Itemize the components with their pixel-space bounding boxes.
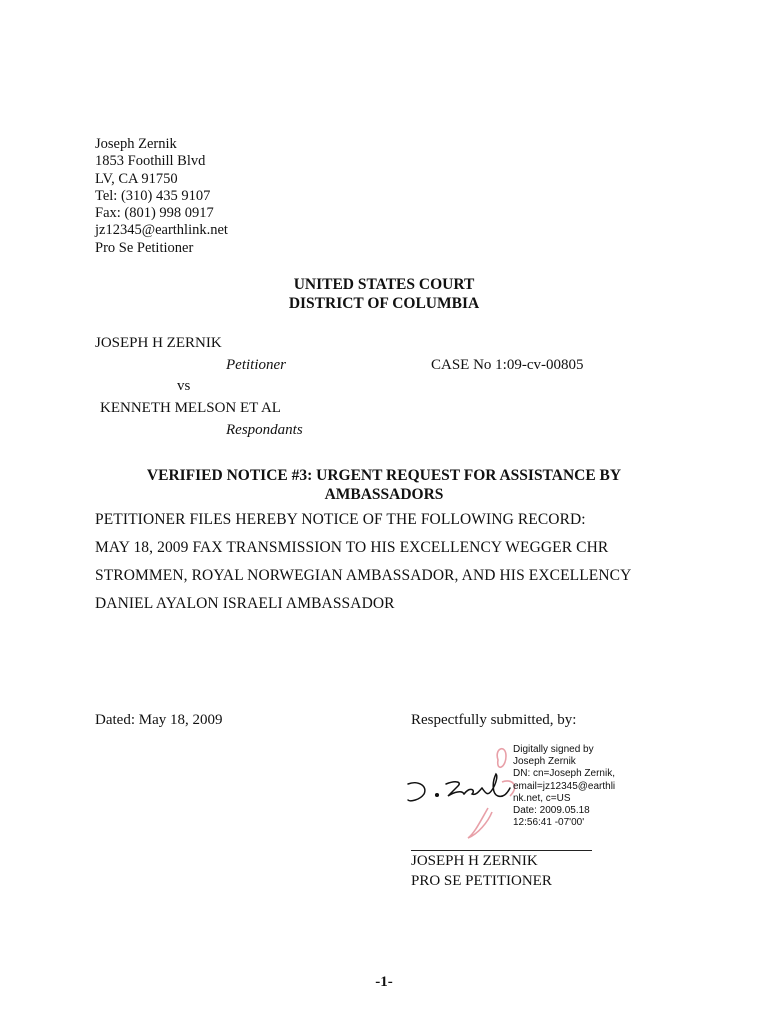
versus-label: vs: [177, 378, 191, 394]
digital-signature-line: nk.net, c=US: [513, 792, 571, 804]
sender-fax: Fax: (801) 998 0917: [95, 205, 214, 222]
respondent-role: Respondants: [226, 422, 303, 438]
page-number: -1-: [375, 974, 393, 990]
digital-signature-details: [513, 744, 615, 829]
digital-signature-line: 12:56:41 -07'00': [513, 817, 585, 829]
digital-signature-line: Digitally signed by: [513, 744, 594, 755]
petitioner-name: JOSEPH H ZERNIK: [95, 335, 222, 351]
sender-city: LV, CA 91750: [95, 170, 178, 187]
case-number: CASE No 1:09-cv-00805: [431, 357, 584, 373]
respectfully-submitted: Respectfully submitted, by:: [411, 712, 577, 728]
body-line-4: DANIEL AYALON ISRAELI AMBASSADOR: [95, 595, 395, 612]
dated-line: Dated: May 18, 2009: [95, 712, 223, 728]
court-name: UNITED STATES COURT: [293, 276, 475, 293]
notice-title-line2: AMBASSADORS: [324, 486, 444, 503]
digital-signature-line: DN: cn=Joseph Zernik,: [513, 768, 615, 780]
digital-signature-line: Date: 2009.05.18: [513, 805, 590, 817]
sender-street: 1853 Foothill Blvd: [95, 153, 206, 170]
body-line-3: STROMMEN, ROYAL NORWEGIAN AMBASSADOR, AND HIS EXCELLENCY: [95, 567, 632, 584]
sender-name: Joseph Zernik: [95, 136, 177, 152]
respondent-name: KENNETH MELSON ET AL: [100, 400, 281, 416]
court-district: DISTRICT OF COLUMBIA: [288, 295, 480, 312]
petitioner-role: Petitioner: [226, 357, 286, 373]
handwritten-signature: [408, 774, 510, 801]
signature-line: [411, 850, 592, 851]
digital-signature-block: [402, 742, 622, 842]
signer-title: PRO SE PETITIONER: [411, 873, 552, 889]
signer-name: JOSEPH H ZERNIK: [411, 853, 538, 869]
digital-signature-line: email=jz12345@earthli: [513, 780, 616, 792]
notice-title-line1: VERIFIED NOTICE #3: URGENT REQUEST FOR ASSISTANCE BY: [146, 467, 622, 484]
sender-email: jz12345@earthlink.net: [95, 222, 228, 239]
digital-signature-line: Joseph Zernik: [513, 756, 576, 768]
body-line-2: MAY 18, 2009 FAX TRANSMISSION TO HIS EXCELLENCY WEGGER CHR: [95, 539, 609, 556]
sender-tel: Tel: (310) 435 9107: [95, 187, 211, 204]
sender-address-block: [95, 136, 228, 257]
sender-role: Pro Se Petitioner: [95, 239, 194, 256]
body-line-1: PETITIONER FILES HEREBY NOTICE OF THE FOLLOWING RECORD:: [95, 511, 586, 528]
